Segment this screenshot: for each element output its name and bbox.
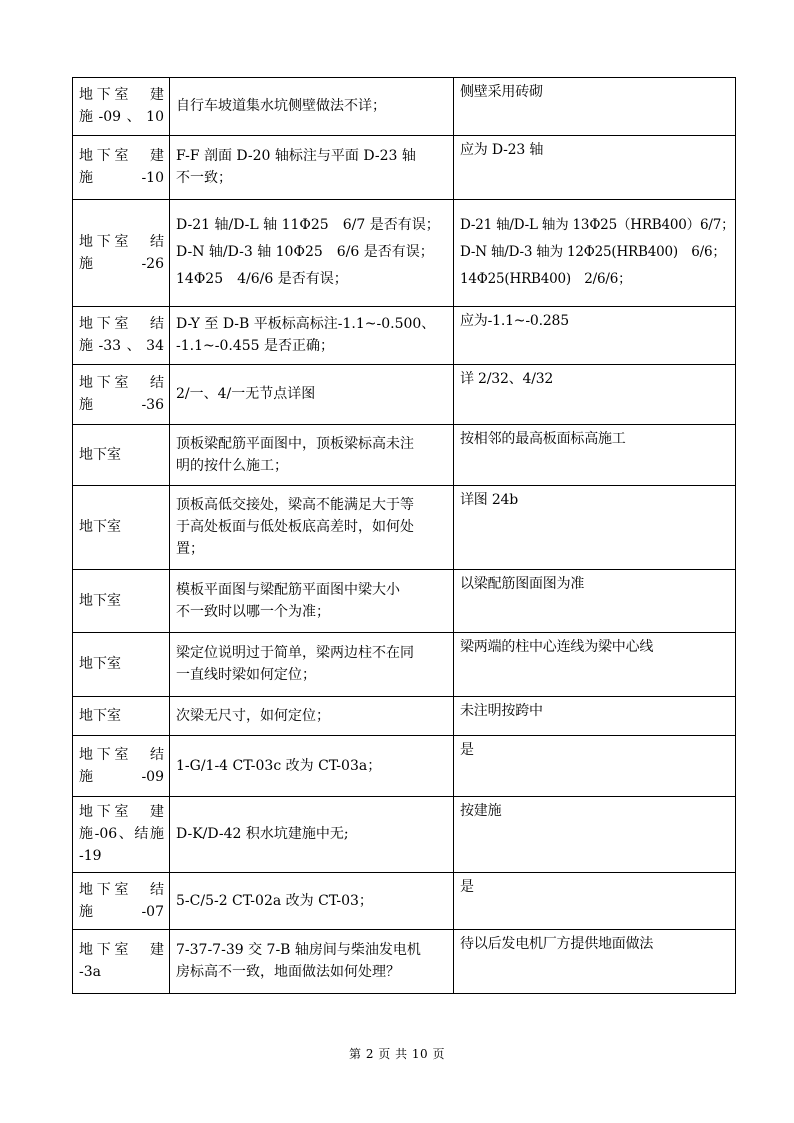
question-line: D-Y 至 D-B 平板标高标注-1.1~-0.500、 (176, 316, 436, 332)
answer-line: 详 2/32、4/32 (460, 371, 554, 387)
location-line: 施-36 (79, 397, 164, 413)
question-cell (170, 570, 454, 633)
question-line: F-F 剖面 D-20 轴标注与平面 D-23 轴 (176, 148, 416, 164)
question-line: D-21 轴/D-L 轴 11Φ25 6/7 是否有误； (176, 217, 440, 233)
location-line: -19 (79, 848, 102, 864)
answer-line: 按相邻的最高板面标高施工 (460, 431, 626, 447)
answer-line: 以梁配筋图面图为准 (460, 576, 585, 592)
location-line: 施-33、34 (79, 338, 164, 354)
table-row (73, 570, 736, 633)
question-cell (170, 425, 454, 486)
location-line: 施-06、结施 (79, 826, 164, 842)
answer-line: 按建施 (460, 803, 502, 819)
location-line: 地下室 结 (79, 316, 164, 332)
table-row (73, 486, 736, 570)
question-line: 自行车坡道集水坑侧壁做法不详； (176, 98, 386, 114)
answer-cell (454, 797, 736, 873)
answer-line: 是 (460, 879, 474, 895)
question-cell (170, 797, 454, 873)
answer-cell (454, 200, 736, 307)
location-line: 地下室 (79, 519, 121, 535)
answer-cell (454, 486, 736, 570)
location-cell (73, 736, 170, 797)
answer-cell (454, 736, 736, 797)
location-line: 地下室 结 (79, 881, 164, 898)
location-cell (73, 200, 170, 307)
table-row (73, 425, 736, 486)
question-line: 不一致； (176, 170, 232, 186)
question-line: D-N 轴/D-3 轴 10Φ25 6/6 是否有误； (176, 244, 434, 260)
location-line: 施-10 (79, 170, 164, 186)
answer-cell (454, 78, 736, 136)
location-line: 地下室 建 (79, 148, 164, 164)
location-line: 施-09、10 (79, 109, 164, 125)
answer-cell (454, 365, 736, 425)
table-row (73, 697, 736, 736)
question-cell (170, 486, 454, 570)
location-cell (73, 797, 170, 873)
question-line: 模板平面图与梁配筋平面图中梁大小 (176, 581, 400, 598)
table-row (73, 930, 736, 994)
location-cell (73, 633, 170, 697)
table-row (73, 200, 736, 307)
table-row (73, 797, 736, 873)
question-line: 不一致时以哪一个为准； (176, 603, 330, 620)
location-cell (73, 930, 170, 994)
table-row (73, 307, 736, 365)
question-cell (170, 633, 454, 697)
location-line: 施-26 (79, 255, 164, 272)
location-cell (73, 425, 170, 486)
answer-cell (454, 425, 736, 486)
question-line: 房标高不一致，地面做法如何处理？ (176, 964, 400, 980)
page-footer: 第 2 页 共 10 页 (349, 1047, 445, 1061)
answer-line: D-21 轴/D-L 轴为 13Φ25（HRB400）6/7； (460, 217, 735, 233)
table-row (73, 736, 736, 797)
answer-cell (454, 697, 736, 736)
question-cell (170, 136, 454, 200)
location-cell (73, 307, 170, 365)
review-table (72, 77, 736, 994)
answer-cell (454, 873, 736, 930)
table-row (73, 633, 736, 697)
answer-line: 是 (460, 742, 474, 758)
answer-cell (454, 570, 736, 633)
location-line: 地下室 建 (79, 87, 164, 103)
question-line: 5-C/5-2 CT-02a 改为 CT-03； (176, 892, 373, 909)
location-line: 地下室 (79, 707, 121, 724)
location-cell (73, 365, 170, 425)
answer-line: 梁两端的柱中心连线为梁中心线 (460, 639, 654, 655)
answer-line: 应为 D-23 轴 (460, 142, 544, 158)
location-line: 地下室 (79, 656, 121, 672)
answer-cell (454, 633, 736, 697)
question-line: 1-G/1-4 CT-03c 改为 CT-03a； (176, 757, 382, 774)
location-line: 地下室 结 (79, 233, 164, 250)
table-row (73, 873, 736, 930)
location-line: 地下室 结 (79, 375, 164, 391)
location-cell (73, 136, 170, 200)
question-line: D-K/D-42 积水坑建施中无; (176, 826, 349, 842)
location-cell (73, 873, 170, 930)
location-line: 施-07 (79, 903, 164, 920)
question-line: 一直线时梁如何定位； (176, 667, 316, 683)
question-line: 7-37-7-39 交 7-B 轴房间与柴油发电机 (176, 942, 421, 958)
location-line: 地下室 (79, 592, 121, 609)
question-line: 顶板梁配筋平面图中，顶板梁标高未注 (176, 435, 414, 452)
question-line: 于高处板面与低处板底高差时，如何处 (176, 519, 414, 535)
table-row (73, 78, 736, 136)
location-line: 地下室 建 (79, 942, 164, 958)
location-cell (73, 78, 170, 136)
location-line: -3a (79, 964, 101, 980)
question-line: -1.1~-0.455 是否正确； (176, 338, 334, 354)
answer-line: D-N 轴/D-3 轴为 12Φ25(HRB400) 6/6； (460, 244, 726, 260)
answer-line: 14Φ25(HRB400) 2/6/6； (460, 271, 632, 287)
answer-line: 侧壁采用砖砌 (460, 84, 543, 100)
location-line: 地下室 结 (79, 746, 164, 763)
table-row (73, 365, 736, 425)
location-line: 地下室 (79, 446, 121, 463)
question-line: 次梁无尺寸，如何定位； (176, 707, 330, 724)
answer-cell (454, 136, 736, 200)
question-cell (170, 736, 454, 797)
question-line: 2/一、4/一无节点详图 (176, 386, 316, 402)
question-line: 14Φ25 4/6/6 是否有误； (176, 271, 348, 287)
question-cell (170, 697, 454, 736)
location-cell (73, 570, 170, 633)
answer-line: 未注明按跨中 (460, 703, 543, 719)
question-line: 梁定位说明过于简单，梁两边柱不在同 (176, 645, 414, 661)
question-cell (170, 365, 454, 425)
answer-line: 应为-1.1~-0.285 (460, 313, 569, 329)
location-line: 施-09 (79, 768, 164, 785)
answer-cell (454, 307, 736, 365)
location-cell (73, 697, 170, 736)
location-line: 地下室 建 (79, 804, 164, 820)
answer-cell (454, 930, 736, 994)
answer-line: 详图 24b (460, 492, 519, 508)
location-cell (73, 486, 170, 570)
question-cell (170, 873, 454, 930)
question-line: 置； (176, 541, 204, 557)
question-cell (170, 307, 454, 365)
answer-line: 待以后发电机厂方提供地面做法 (460, 936, 654, 952)
question-cell (170, 200, 454, 307)
question-cell (170, 930, 454, 994)
question-line: 顶板高低交接处，梁高不能满足大于等 (176, 497, 414, 513)
table-row (73, 136, 736, 200)
question-cell (170, 78, 454, 136)
question-line: 明的按什么施工； (176, 457, 288, 474)
